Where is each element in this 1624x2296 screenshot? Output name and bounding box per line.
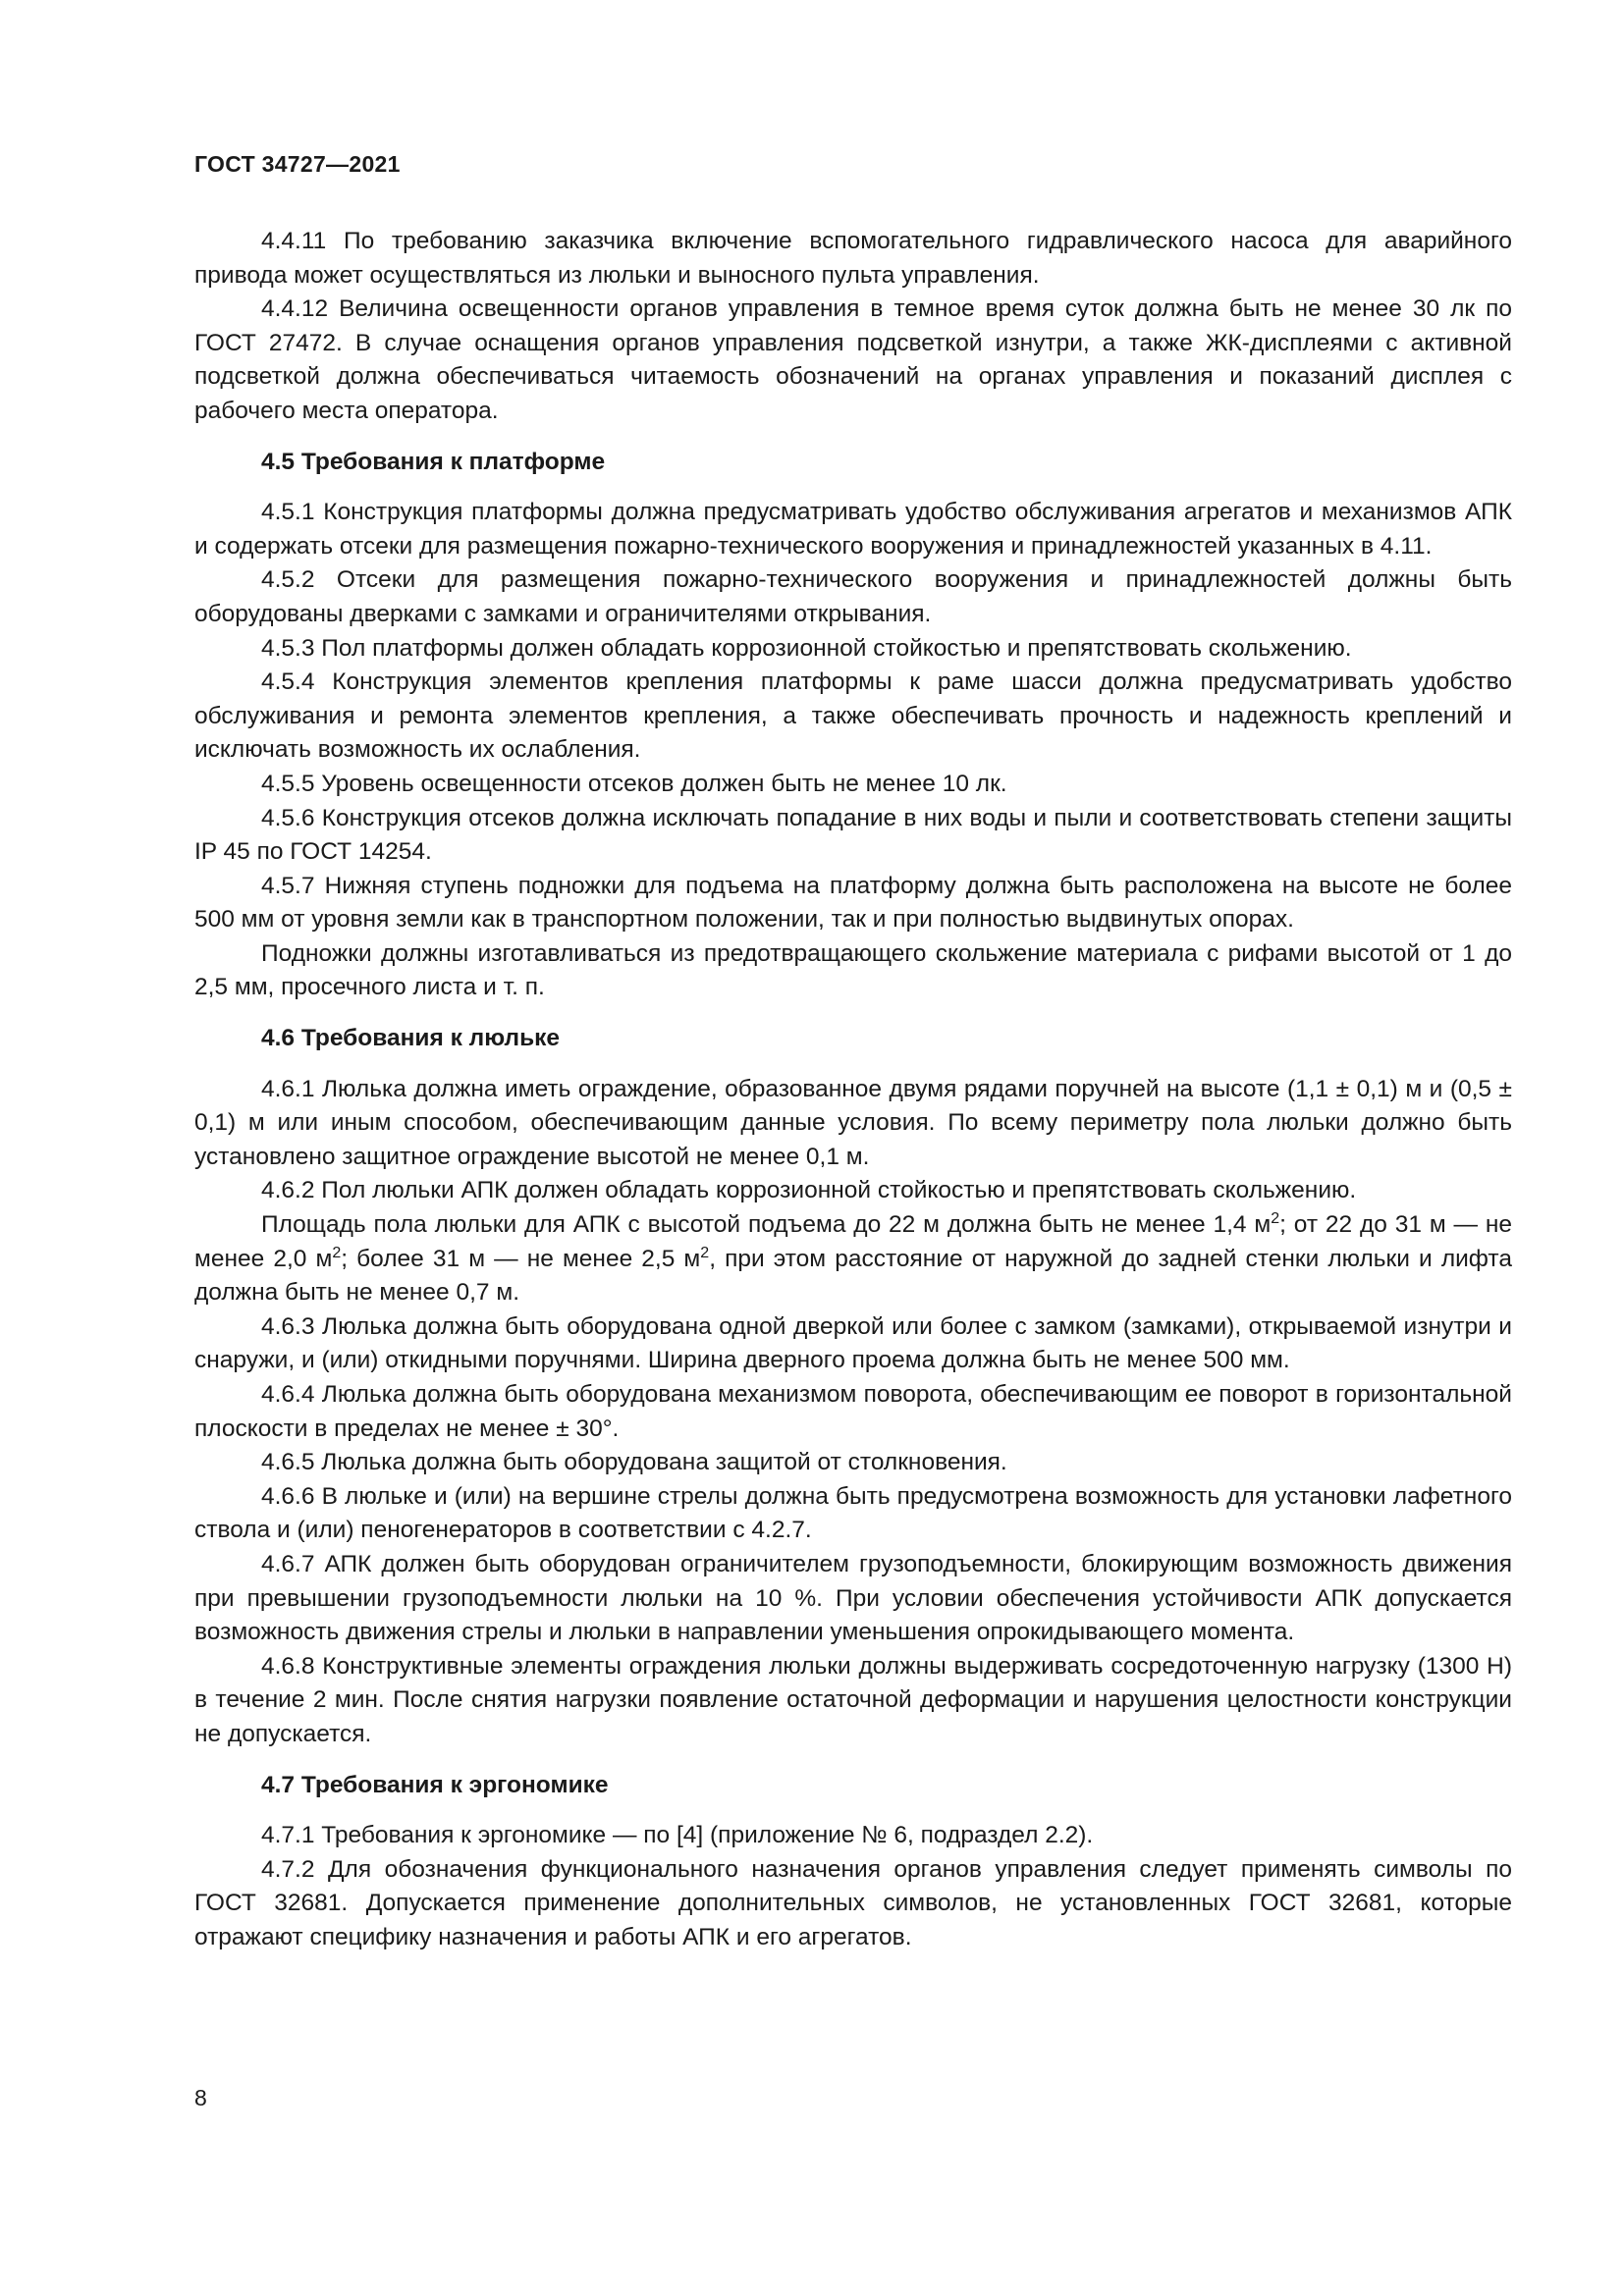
page-number: 8 <box>194 2085 207 2110</box>
area-text-1: Площадь пола люльки для АПК с высотой подъема до 22 м должна быть не менее 1,4 м <box>261 1211 1272 1239</box>
paragraph-4-7-1: 4.7.1 Требования к эргономике — по [4] (приложение № 6, подраздел 2.2). <box>261 1822 1094 1849</box>
paragraph-4-6-5: 4.6.5 Люлька должна быть оборудована защитой от столкновения. <box>261 1449 1007 1476</box>
paragraph-4-6-3: 4.6.3 Люлька должна быть оборудована одной дверкой или более с замком (замками), открываемой изнутри и снаружи, и (или) откидными поручнями. Ширина дверного проема должна быть не менее 500 мм. <box>194 1312 1512 1374</box>
paragraph-4-6-8: 4.6.8 Конструктивные элементы ограждения люльки должны выдерживать сосредоточенную нагрузку (1300 Н) в течение 2 мин. После снятия нагрузки появление остаточной деформации и нарушения целостности конструкции не допускается. <box>194 1652 1512 1747</box>
paragraph-4-5-3: 4.5.3 Пол платформы должен обладать коррозионной стойкостью и препятствовать скольжению. <box>261 634 1352 662</box>
paragraph-4-5-7-continuation: Подножки должны изготавливаться из предотвращающего скольжение материала с рифами высотой от 1 до 2,5 мм, просечного листа и т. п. <box>194 939 1512 1001</box>
paragraph-4-4-11: 4.4.11 По требованию заказчика включение вспомогательного гидравлического насоса для аварийного привода может осуществляться из люльки и выносного пульта управления. <box>194 228 1512 289</box>
section-heading-4-7: 4.7 Требования к эргономике <box>261 1771 609 1798</box>
paragraph-4-7-2: 4.7.2 Для обозначения функционального назначения органов управления следует применять символы по ГОСТ 32681. Допускается применение дополнительных символов, не установленных ГОСТ 32681, которые отражают специфику назначения и работы АПК и его агрегатов. <box>194 1855 1512 1950</box>
paragraph-4-5-7: 4.5.7 Нижняя ступень подножки для подъема на платформу должна быть расположена на высоте не более 500 мм от уровня земли как в транспортном положении, так и при полностью выдвинутых опорах. <box>194 872 1512 934</box>
paragraph-4-6-1: 4.6.1 Люлька должна иметь ограждение, образованное двумя рядами поручней на высоте (1,1 ± 0,1) м и (0,5 ± 0,1) м или иным способом, обеспечивающим данные условия. По всему периметру пола люльки должно быть установлено защитное ограждение высотой не менее 0,1 м. <box>194 1075 1512 1170</box>
paragraph-4-5-4: 4.5.4 Конструкция элементов крепления платформы к раме шасси должна предусматривать удобство обслуживания и ремонта элементов крепления, а также обеспечивать прочность и надежность креплений и исключать возможность их ослабления. <box>194 668 1512 764</box>
paragraph-4-5-6: 4.5.6 Конструкция отсеков должна исключать попадание в них воды и пыли и соответствовать степени защиты IP 45 по ГОСТ 14254. <box>194 804 1512 866</box>
area-superscript-2: 2 <box>332 1244 342 1261</box>
area-superscript-1: 2 <box>1271 1210 1280 1228</box>
paragraph-platform-area <box>194 1208 1512 1310</box>
paragraph-4-5-1: 4.5.1 Конструкция платформы должна предусматривать удобство обслуживания агрегатов и механизмов АПК и содержать отсеки для размещения пожарно-технического вооружения и принадлежностей указанных в 4.11. <box>194 499 1512 560</box>
paragraph-4-6-2: 4.6.2 Пол люльки АПК должен обладать коррозионной стойкостью и препятствовать скольжению. <box>261 1177 1357 1204</box>
document-header: ГОСТ 34727—2021 <box>194 151 401 177</box>
paragraph-4-5-5: 4.5.5 Уровень освещенности отсеков должен быть не менее 10 лк. <box>261 770 1007 797</box>
area-text-4: , при этом расстояние от наружной до задней стенки люльки и лифта должна быть не менее 0,7 м. <box>194 1245 1512 1307</box>
section-heading-4-6: 4.6 Требования к люльке <box>261 1025 561 1052</box>
section-heading-4-5: 4.5 Требования к платформе <box>261 448 606 475</box>
area-text-2: ; от 22 до 31 м — не менее 2,0 м <box>194 1211 1512 1272</box>
paragraph-4-6-4: 4.6.4 Люлька должна быть оборудована механизмом поворота, обеспечивающим ее поворот в горизонтальной плоскости в пределах не менее ± 30°. <box>194 1381 1512 1442</box>
paragraph-4-4-12: 4.4.12 Величина освещенности органов управления в темное время суток должна быть не менее 30 лк по ГОСТ 27472. В случае оснащения органов управления подсветкой изнутри, а также ЖК-дисплеями с активной подсветкой должна обеспечиваться читаемость обозначений на органах управления и показаний дисплея с рабочего места оператора. <box>194 295 1512 424</box>
paragraph-4-5-2: 4.5.2 Отсеки для размещения пожарно-технического вооружения и принадлежностей должны быть оборудованы дверками с замками и ограничителями открывания. <box>194 566 1512 627</box>
area-text-3: ; более 31 м — не менее 2,5 м <box>341 1245 701 1272</box>
document-body <box>194 225 1512 1955</box>
paragraph-4-6-7: 4.6.7 АПК должен быть оборудован ограничителем грузоподъемности, блокирующим возможность движения при превышении грузоподъемности люльки на 10 %. При условии обеспечения устойчивости АПК допускается возможность движения стрелы и люльки в направлении уменьшения опрокидывающего момента. <box>194 1550 1512 1646</box>
area-superscript-3: 2 <box>700 1244 710 1261</box>
paragraph-4-6-6: 4.6.6 В люльке и (или) на вершине стрелы должна быть предусмотрена возможность для установки лафетного ствола и (или) пеногенераторов в соответствии с 4.2.7. <box>194 1482 1512 1544</box>
